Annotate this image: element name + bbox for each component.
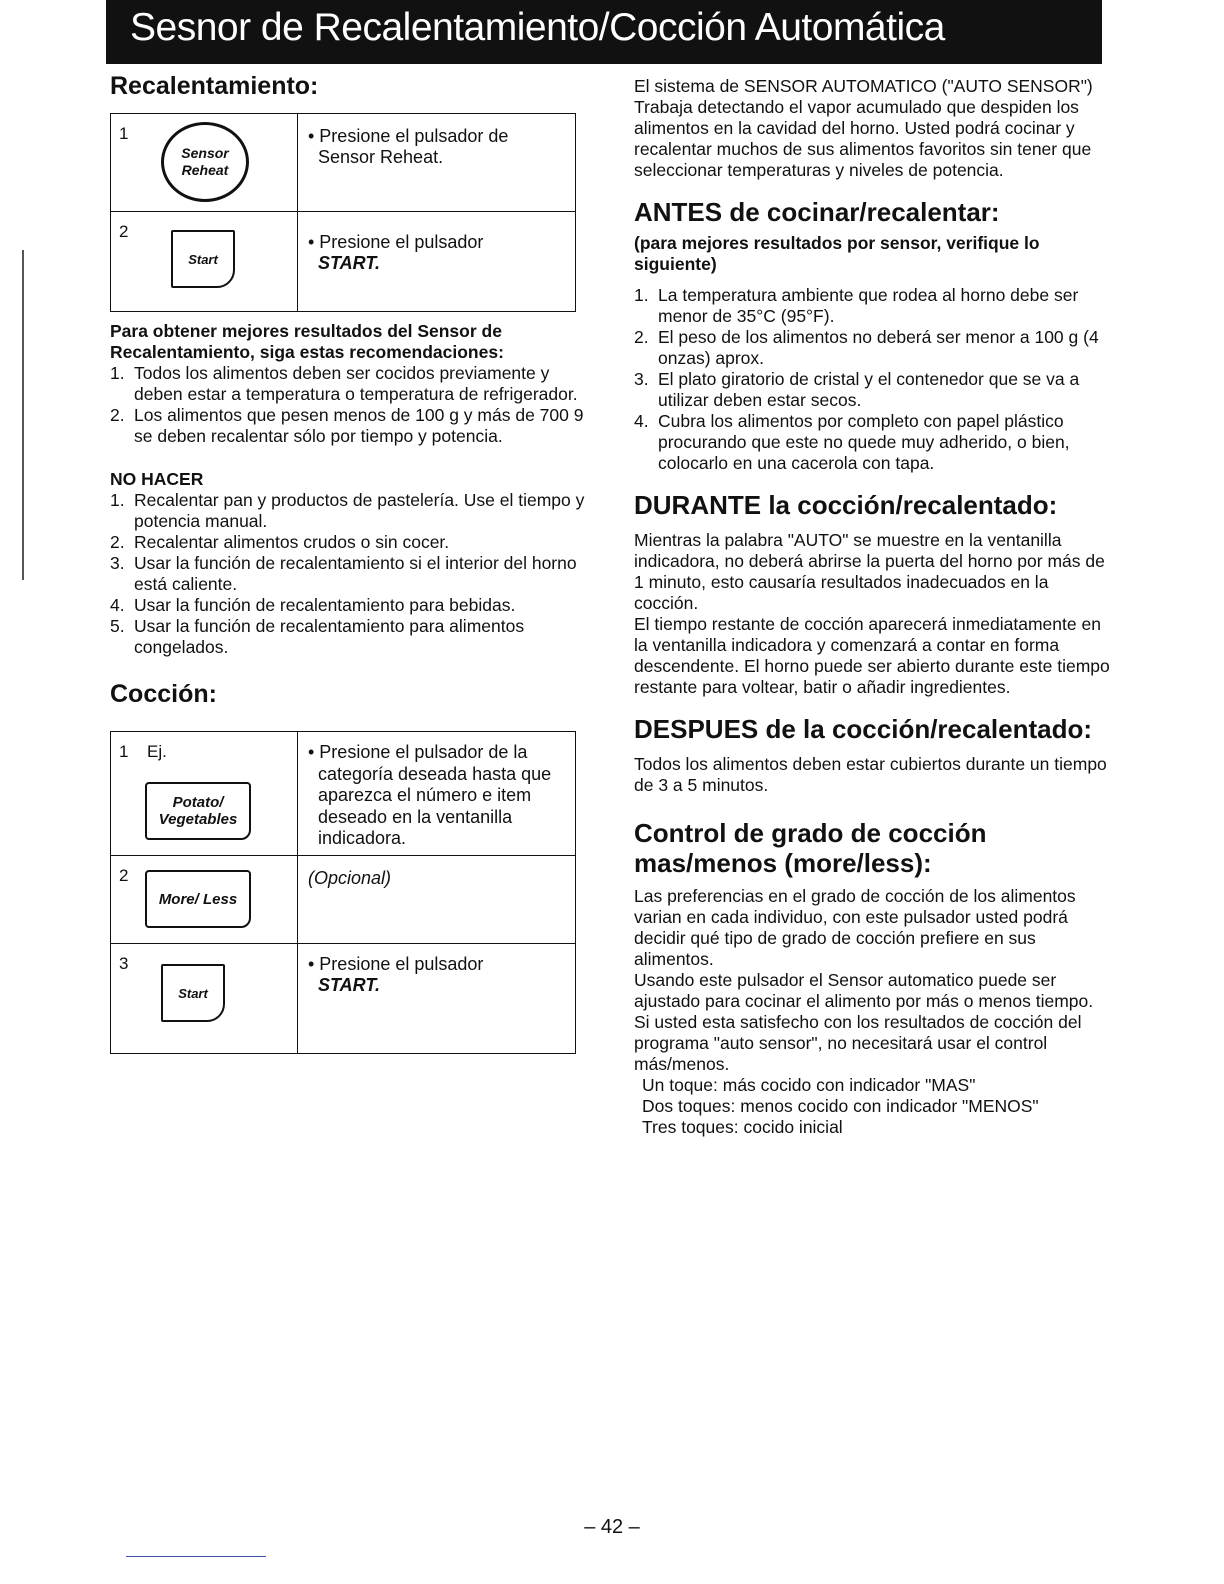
step-number: 1 xyxy=(119,124,129,143)
start-button-icon: Start xyxy=(171,230,235,288)
page-number: – 42 – xyxy=(584,1516,640,1538)
list-text: Los alimentos que pesen menos de 100 g y más de 700 9 se deben recalentar sólo por tiempo y potencia. xyxy=(134,405,584,446)
no-hacer-list xyxy=(110,490,586,658)
table-row xyxy=(111,944,576,1054)
page-title: Sesnor de Recalentamiento/Cocción Automática xyxy=(106,0,1102,64)
step-cell xyxy=(111,212,298,312)
instruction-text: • Presione el pulsador de xyxy=(308,126,509,146)
list-item xyxy=(634,285,1110,327)
step-instruction-cell xyxy=(298,212,576,312)
table-row xyxy=(111,732,576,856)
list-number: 4. xyxy=(634,411,649,431)
list-item xyxy=(110,595,586,616)
antes-heading: ANTES de cocinar/recalentar: xyxy=(634,197,1000,227)
instruction-text: • Presione el pulsador de la categoría deseada hasta que aparezca el número e item deseado en la ventanilla indicadora. xyxy=(308,742,552,848)
instruction-text-bold: START. xyxy=(318,253,380,273)
list-text: Usar la función de recalentamiento para alimentos congelados. xyxy=(134,616,525,657)
list-text: Recalentar alimentos crudos o sin cocer. xyxy=(134,532,450,552)
step-number: 2 xyxy=(119,222,129,241)
instruction-text-bold: START. xyxy=(318,975,380,995)
list-number: 4. xyxy=(110,595,125,615)
list-text: El peso de los alimentos no deberá ser menor a 100 g (4 onzas) aprox. xyxy=(658,327,1099,368)
durante-paragraph-1: Mientras la palabra "AUTO" se muestre en la ventanilla indicadora, no deberá abrirse la puerta del horno por más de 1 minuto, esto causaría resultados inadecuados en la cocción. xyxy=(634,530,1105,613)
more-less-button-icon: More/ Less xyxy=(145,870,251,928)
despues-paragraph: Todos los alimentos deben estar cubiertos durante un tiempo de 3 a 5 minutos. xyxy=(634,754,1107,795)
list-item xyxy=(634,411,1110,474)
list-item xyxy=(110,532,586,553)
instruction-text: • Presione el pulsador xyxy=(308,954,484,974)
antes-list xyxy=(634,285,1110,474)
step-instruction-cell xyxy=(298,114,576,212)
step-instruction-cell xyxy=(298,944,576,1054)
list-text: Usar la función de recalentamiento para bebidas. xyxy=(134,595,516,615)
potato-vegetables-button-icon: Potato/ Vegetables xyxy=(145,782,251,840)
list-item xyxy=(634,369,1110,411)
control-heading-line-1: Control de grado de cocción xyxy=(634,818,987,848)
start-button-icon: Start xyxy=(161,964,225,1022)
instruction-text: • Presione el pulsador xyxy=(308,232,484,252)
durante-paragraph-2: El tiempo restante de cocción aparecerá inmediatamente en la ventanilla indicadora y comenzará a contar en forma descendente. El horno puede ser abierto durante este tiempo restante para voltear, batir o añadir ingredientes. xyxy=(634,614,1110,697)
margin-rule xyxy=(22,250,24,580)
list-number: 3. xyxy=(634,369,649,389)
cooking-steps-table xyxy=(110,731,576,1054)
list-text: Cubra los alimentos por completo con papel plástico procurando que este no quede muy adherido, o bien, colocarlo en una cacerola con tapa. xyxy=(658,411,1070,473)
control-paragraph-2: Usando este pulsador el Sensor automatico puede ser ajustado para cocinar el alimento por más o menos tiempo. Si usted esta satisfecho con los resultados de cocción del programa "auto sensor", no necesitará usar el control más/menos. xyxy=(634,970,1094,1074)
table-row xyxy=(111,212,576,312)
step-cell xyxy=(111,856,298,944)
instruction-text-cont: Sensor Reheat. xyxy=(318,147,444,167)
example-label: Ej. xyxy=(147,742,167,761)
step-number: 2 xyxy=(119,866,129,885)
optional-label: (Opcional) xyxy=(308,868,392,888)
list-item xyxy=(110,490,586,532)
touches-list xyxy=(634,1075,1110,1138)
list-item xyxy=(110,405,586,447)
list-item: Dos toques: menos cocido con indicador "MENOS" xyxy=(642,1096,1039,1116)
control-paragraph-1: Las preferencias en el grado de cocción de los alimentos varian en cada individuo, con este pulsador usted podrá decidir qué tipo de grado de cocción prefiere en sus alimentos. xyxy=(634,886,1076,969)
control-heading-line-2: mas/menos (more/less): xyxy=(634,848,932,878)
intro-paragraph: El sistema de SENSOR AUTOMATICO ("AUTO SENSOR") Trabaja detectando el vapor acumulado que despiden los alimentos en la cavidad del horno. Usted podrá cocinar y recalentar muchos de sus alimentos favoritos sin tener que seleccionar temperaturas y niveles de potencia. xyxy=(634,76,1093,180)
list-item xyxy=(634,327,1110,369)
step-cell xyxy=(111,732,298,856)
right-column xyxy=(634,76,1110,1138)
coccion-heading: Cocción: xyxy=(110,680,217,708)
list-text: Recalentar pan y productos de pastelería. Use el tiempo y potencia manual. xyxy=(134,490,585,531)
step-cell xyxy=(111,114,298,212)
durante-heading: DURANTE la cocción/recalentado: xyxy=(634,490,1058,520)
tips-list xyxy=(110,363,586,447)
list-number: 1. xyxy=(110,363,125,383)
list-number: 5. xyxy=(110,616,125,636)
table-row xyxy=(111,114,576,212)
list-number: 3. xyxy=(110,553,125,573)
list-item: Un toque: más cocido con indicador "MAS" xyxy=(642,1075,976,1095)
step-number: 3 xyxy=(119,954,129,973)
list-text: La temperatura ambiente que rodea al horno debe ser menor de 35°C (95°F). xyxy=(658,285,1079,326)
step-instruction-cell xyxy=(298,732,576,856)
list-number: 2. xyxy=(110,405,125,425)
no-hacer-heading: NO HACER xyxy=(110,469,204,489)
list-text: Todos los alimentos deben ser cocidos previamente y deben estar a temperatura o temperatura de refrigerador. xyxy=(134,363,578,404)
despues-heading: DESPUES de la cocción/recalentado: xyxy=(634,714,1093,744)
table-row xyxy=(111,856,576,944)
step-number: 1 xyxy=(119,742,129,761)
list-number: 1. xyxy=(634,285,649,305)
antes-subheading: (para mejores resultados por sensor, verifique lo siguiente) xyxy=(634,233,1040,274)
list-text: Usar la función de recalentamiento si el interior del horno está caliente. xyxy=(134,553,577,594)
list-number: 2. xyxy=(110,532,125,552)
recalentamiento-heading: Recalentamiento: xyxy=(110,72,319,100)
list-number: 1. xyxy=(110,490,125,510)
list-text: El plato giratorio de cristal y el contenedor que se va a utilizar deben estar secos. xyxy=(658,369,1080,410)
sensor-reheat-button-icon: Sensor Reheat xyxy=(161,122,249,202)
instruction-line xyxy=(308,122,567,147)
list-number: 2. xyxy=(634,327,649,347)
list-item xyxy=(110,553,586,595)
list-item: Tres toques: cocido inicial xyxy=(642,1117,843,1137)
list-item xyxy=(110,616,586,658)
footer-rule xyxy=(126,1556,266,1557)
left-column xyxy=(110,72,586,1054)
step-cell xyxy=(111,944,298,1054)
tips-heading: Para obtener mejores resultados del Sensor de Recalentamiento, siga estas recomendaciones: xyxy=(110,321,504,362)
step-instruction-cell xyxy=(298,856,576,944)
list-item xyxy=(110,363,586,405)
reheat-steps-table xyxy=(110,113,576,312)
